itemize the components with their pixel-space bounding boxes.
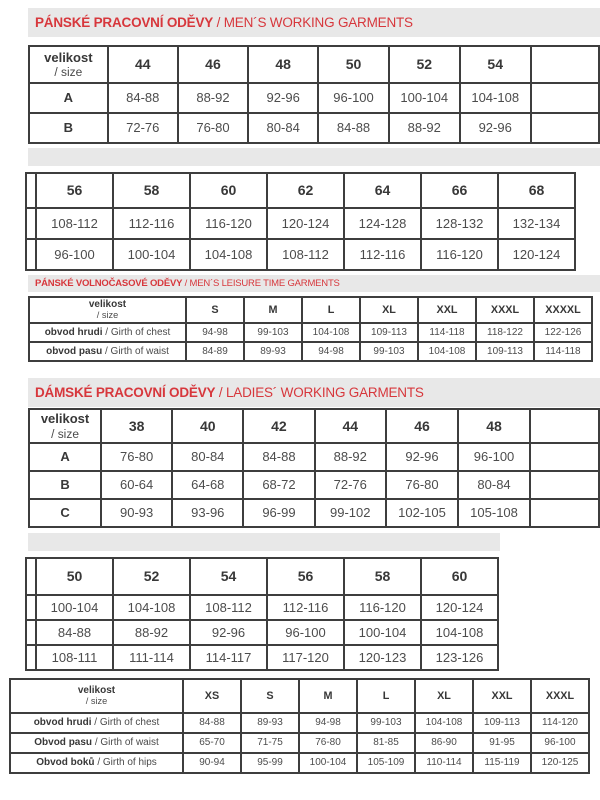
size-column-header: XXXL (476, 297, 534, 323)
size-column-header: 58 (113, 173, 190, 208)
measurement-value-cell: 96-99 (243, 499, 314, 527)
row-label-bold: obvod hrudi (44, 326, 103, 338)
measurement-value-cell: 104-108 (302, 323, 360, 342)
row-label-cell (29, 471, 101, 499)
measurement-value-cell: 76-80 (178, 113, 248, 143)
measurement-row (29, 443, 599, 471)
row-label-cell (26, 620, 36, 645)
measurement-value-cell (531, 113, 599, 143)
header-row (10, 679, 589, 713)
measurement-value-cell: 96-100 (267, 620, 344, 645)
measurement-value-cell: 112-116 (344, 239, 421, 270)
measurement-value-cell: 108-111 (36, 645, 113, 670)
measurement-value-cell: 108-112 (190, 595, 267, 620)
size-column-header: S (241, 679, 299, 713)
measurement-value-cell: 84-88 (318, 113, 389, 143)
measurement-value-cell: 109-113 (473, 713, 531, 733)
size-column-header: 54 (460, 46, 531, 83)
measurement-value-cell: 120-125 (531, 753, 589, 773)
title-mens-working-english: / MEN´S WORKING GARMENTS (213, 15, 413, 30)
row-label-cell (26, 595, 36, 620)
measurement-row (26, 239, 575, 270)
measurement-value-cell: 94-98 (299, 713, 357, 733)
size-column-header: M (299, 679, 357, 713)
measurement-value-cell: 89-93 (241, 713, 299, 733)
measurement-value-cell: 109-113 (476, 342, 534, 361)
measurement-row (26, 620, 498, 645)
measurement-value-cell: 116-120 (421, 239, 498, 270)
row-label-bold: B (60, 477, 70, 493)
measurement-row (26, 595, 498, 620)
measurement-value-cell: 114-120 (531, 713, 589, 733)
row-label-bold: Obvod pasu (34, 737, 93, 749)
ladies-working-sizes-38-48-table (28, 408, 600, 528)
measurement-value-cell: 80-84 (172, 443, 243, 471)
size-column-header: 58 (344, 558, 421, 595)
measurement-value-cell: 96-100 (531, 733, 589, 753)
measurement-value-cell: 124-128 (344, 208, 421, 239)
measurement-value-cell: 99-103 (357, 713, 415, 733)
measurement-value-cell: 128-132 (421, 208, 498, 239)
measurement-value-cell: 114-118 (534, 342, 592, 361)
measurement-value-cell: 84-89 (186, 342, 244, 361)
size-column-header: 64 (344, 173, 421, 208)
header-row (26, 173, 575, 208)
measurement-row (26, 208, 575, 239)
size-column-header: M (244, 297, 302, 323)
measurement-value-cell: 109-113 (360, 323, 418, 342)
measurement-value-cell (530, 499, 599, 527)
measurement-row (29, 471, 599, 499)
measurement-value-cell: 81-85 (357, 733, 415, 753)
size-label-sub: / size (96, 310, 119, 321)
measurement-value-cell: 99-102 (315, 499, 387, 527)
measurement-row (29, 323, 592, 342)
row-label-translation: / Girth of chest (102, 326, 171, 338)
measurement-value-cell: 86-90 (415, 733, 473, 753)
ladies-working-sizes-50-60-table (25, 557, 499, 671)
measurement-value-cell: 68-72 (243, 471, 314, 499)
measurement-value-cell: 122-126 (534, 323, 592, 342)
measurement-value-cell: 84-88 (36, 620, 113, 645)
title-ladies-working-english: / LADIES´ WORKING GARMENTS (215, 385, 424, 400)
measurement-value-cell: 123-126 (421, 645, 498, 670)
row-label-cell (29, 499, 101, 527)
measurement-value-cell: 92-96 (460, 113, 531, 143)
measurement-value-cell: 93-96 (172, 499, 243, 527)
size-column-header (531, 46, 599, 83)
measurement-row (29, 113, 599, 143)
title-mens-working-czech: PÁNSKÉ PRACOVNÍ ODĚVY (35, 15, 214, 30)
size-column-header: XXXL (531, 679, 589, 713)
measurement-value-cell (530, 443, 599, 471)
measurement-value-cell: 72-76 (315, 471, 387, 499)
measurement-row (26, 645, 498, 670)
size-column-header: XXL (473, 679, 531, 713)
measurement-value-cell: 94-98 (302, 342, 360, 361)
ladies-leisure-sizes-table (9, 678, 590, 774)
row-label-cell (10, 753, 183, 773)
measurement-value-cell: 90-93 (101, 499, 172, 527)
size-column-header: 68 (498, 173, 575, 208)
measurement-value-cell: 104-108 (190, 239, 267, 270)
size-column-header: 46 (386, 409, 458, 443)
measurement-value-cell: 88-92 (315, 443, 387, 471)
measurement-value-cell: 99-103 (244, 323, 302, 342)
size-column-header: 52 (113, 558, 190, 595)
measurement-row (29, 342, 592, 361)
size-label-bold: velikost (40, 411, 90, 427)
measurement-value-cell: 104-108 (113, 595, 190, 620)
size-column-header: 50 (36, 558, 113, 595)
title-band-ladies-working (28, 378, 600, 407)
measurement-value-cell: 118-122 (476, 323, 534, 342)
row-label-bold: A (63, 90, 74, 106)
size-column-header: XL (360, 297, 418, 323)
size-column-header: 62 (267, 173, 344, 208)
measurement-value-cell: 112-116 (113, 208, 190, 239)
measurement-value-cell: 96-100 (458, 443, 530, 471)
measurement-value-cell (531, 83, 599, 113)
size-column-header: 66 (421, 173, 498, 208)
measurement-value-cell: 102-105 (386, 499, 458, 527)
measurement-row (10, 753, 589, 773)
measurement-value-cell: 72-76 (108, 113, 178, 143)
measurement-value-cell: 89-93 (244, 342, 302, 361)
measurement-row (29, 83, 599, 113)
measurement-value-cell: 76-80 (386, 471, 458, 499)
row-label-cell (26, 208, 36, 239)
measurement-value-cell: 76-80 (299, 733, 357, 753)
size-label-sub: / size (85, 696, 108, 707)
size-column-header: 56 (36, 173, 113, 208)
mens-leisure-sizes-table (28, 296, 593, 362)
row-label-cell (26, 239, 36, 270)
size-column-header: 60 (421, 558, 498, 595)
row-label-bold: C (60, 505, 70, 521)
measurement-value-cell: 92-96 (248, 83, 318, 113)
measurement-value-cell: 76-80 (101, 443, 172, 471)
measurement-value-cell: 112-116 (267, 595, 344, 620)
measurement-value-cell: 80-84 (248, 113, 318, 143)
measurement-value-cell: 90-94 (183, 753, 241, 773)
measurement-value-cell: 120-124 (267, 208, 344, 239)
measurement-row (10, 713, 589, 733)
size-column-header: 38 (101, 409, 172, 443)
measurement-value-cell: 116-120 (344, 595, 421, 620)
measurement-value-cell: 100-104 (299, 753, 357, 773)
size-label-bold: velikost (44, 49, 93, 65)
row-label-cell (10, 713, 183, 733)
header-row (29, 297, 592, 323)
size-label-cell (26, 558, 36, 595)
row-label-translation: / Girth of hips (94, 757, 157, 769)
size-column-header: 50 (318, 46, 389, 83)
size-column-header: 42 (243, 409, 314, 443)
measurement-value-cell: 110-114 (415, 753, 473, 773)
row-label-cell (29, 83, 108, 113)
measurement-value-cell: 99-103 (360, 342, 418, 361)
measurement-value-cell: 84-88 (108, 83, 178, 113)
size-column-header: 52 (389, 46, 460, 83)
measurement-value-cell: 108-112 (267, 239, 344, 270)
measurement-value-cell: 132-134 (498, 208, 575, 239)
row-label-translation: / Girth of waist (92, 737, 159, 749)
measurement-value-cell: 96-100 (318, 83, 389, 113)
measurement-value-cell: 120-123 (344, 645, 421, 670)
size-label-cell (26, 173, 36, 208)
measurement-value-cell: 115-119 (473, 753, 531, 773)
size-column-header: 44 (108, 46, 178, 83)
mens-working-sizes-56-68-table (25, 172, 576, 271)
size-column-header: 48 (458, 409, 530, 443)
measurement-value-cell: 104-108 (460, 83, 531, 113)
size-column-header: 44 (315, 409, 387, 443)
size-label-cell (29, 46, 108, 83)
measurement-value-cell: 84-88 (183, 713, 241, 733)
title-band-mens-working (28, 8, 600, 37)
measurement-row (29, 499, 599, 527)
measurement-value-cell: 116-120 (190, 208, 267, 239)
measurement-value-cell: 100-104 (344, 620, 421, 645)
measurement-value-cell: 105-109 (357, 753, 415, 773)
measurement-value-cell: 92-96 (190, 620, 267, 645)
size-label-cell (29, 297, 186, 323)
size-column-header (530, 409, 599, 443)
row-label-translation: / Girth of waist (102, 345, 169, 357)
size-column-header: 40 (172, 409, 243, 443)
row-label-bold: obvod hrudi (33, 717, 92, 729)
measurement-value-cell: 95-99 (241, 753, 299, 773)
measurement-row (10, 733, 589, 753)
measurement-value-cell: 96-100 (36, 239, 113, 270)
measurement-value-cell: 60-64 (101, 471, 172, 499)
size-label-sub: / size (54, 65, 83, 80)
measurement-value-cell: 88-92 (113, 620, 190, 645)
size-column-header: XXL (418, 297, 476, 323)
size-label-bold: velikost (77, 684, 116, 696)
size-column-header: XS (183, 679, 241, 713)
measurement-value-cell: 71-75 (241, 733, 299, 753)
measurement-value-cell: 105-108 (458, 499, 530, 527)
row-label-bold: Obvod boků (36, 757, 95, 769)
header-row (26, 558, 498, 595)
measurement-value-cell: 120-124 (498, 239, 575, 270)
measurement-value-cell: 100-104 (113, 239, 190, 270)
size-column-header: 46 (178, 46, 248, 83)
size-column-header: 48 (248, 46, 318, 83)
title-band-mens-leisure (28, 275, 600, 292)
spacer-band-ladies (28, 533, 500, 551)
measurement-value-cell: 114-118 (418, 323, 476, 342)
measurement-value-cell: 108-112 (36, 208, 113, 239)
measurement-value-cell: 100-104 (389, 83, 460, 113)
size-label-cell (29, 409, 101, 443)
measurement-value-cell: 92-96 (386, 443, 458, 471)
measurement-value-cell: 84-88 (243, 443, 314, 471)
measurement-value-cell: 80-84 (458, 471, 530, 499)
measurement-value-cell: 88-92 (178, 83, 248, 113)
measurement-value-cell: 65-70 (183, 733, 241, 753)
measurement-value-cell: 64-68 (172, 471, 243, 499)
size-column-header: 60 (190, 173, 267, 208)
row-label-cell (29, 443, 101, 471)
size-column-header: L (357, 679, 415, 713)
row-label-translation: / Girth of chest (91, 717, 160, 729)
size-label-sub: / size (51, 426, 79, 441)
row-label-cell (29, 113, 108, 143)
row-label-cell (10, 733, 183, 753)
header-row (29, 46, 599, 83)
size-label-bold: velikost (88, 298, 127, 310)
row-label-bold: obvod pasu (46, 345, 103, 357)
measurement-value-cell: 117-120 (267, 645, 344, 670)
size-column-header: S (186, 297, 244, 323)
header-row (29, 409, 599, 443)
title-ladies-working-czech: DÁMSKÉ PRACOVNÍ ODĚVY (35, 385, 216, 400)
measurement-value-cell (530, 471, 599, 499)
size-label-cell (10, 679, 183, 713)
measurement-value-cell: 100-104 (36, 595, 113, 620)
title-mens-leisure-czech: PÁNSKÉ VOLNOČASOVÉ ODĚVY (35, 278, 183, 289)
measurement-value-cell: 120-124 (421, 595, 498, 620)
measurement-value-cell: 104-108 (418, 342, 476, 361)
row-label-bold: A (60, 449, 70, 465)
mens-working-sizes-44-54-table (28, 45, 600, 144)
measurement-value-cell: 114-117 (190, 645, 267, 670)
row-label-bold: B (63, 120, 74, 136)
size-column-header: L (302, 297, 360, 323)
row-label-cell (26, 645, 36, 670)
measurement-value-cell: 104-108 (421, 620, 498, 645)
measurement-value-cell: 104-108 (415, 713, 473, 733)
title-mens-leisure-english: / MEN´S LEISURE TIME GARMENTS (182, 278, 340, 289)
row-label-cell (29, 323, 186, 342)
measurement-value-cell: 88-92 (389, 113, 460, 143)
size-column-header: XXXXL (534, 297, 592, 323)
spacer-band-mens (28, 148, 600, 166)
size-column-header: XL (415, 679, 473, 713)
measurement-value-cell: 111-114 (113, 645, 190, 670)
measurement-value-cell: 91-95 (473, 733, 531, 753)
size-column-header: 54 (190, 558, 267, 595)
measurement-value-cell: 94-98 (186, 323, 244, 342)
row-label-cell (29, 342, 186, 361)
size-column-header: 56 (267, 558, 344, 595)
